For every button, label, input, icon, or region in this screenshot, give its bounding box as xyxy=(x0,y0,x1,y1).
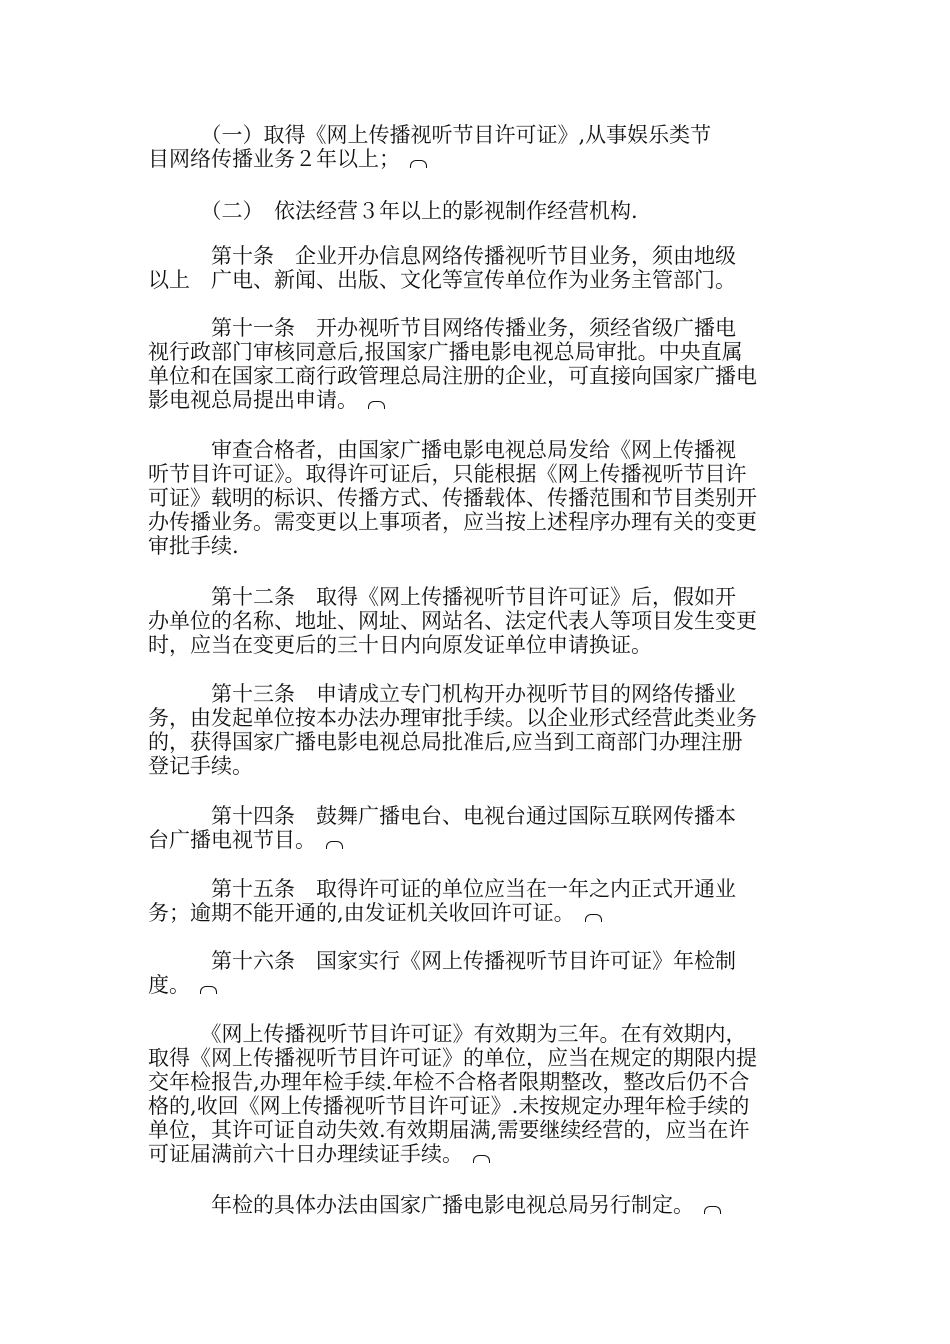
paragraph-line: 第十一条 开办视听节目网络传播业务，须经省级广播电 xyxy=(148,316,736,340)
paragraph-9 xyxy=(148,877,798,925)
paragraph-line: 单位，其许可证自动失效.有效期届满,需要继续经营的，应当在许 xyxy=(148,1118,750,1142)
paragraph-line: 第十六条 国家实行《网上传播视听节目许可证》年检制 xyxy=(148,949,736,973)
paragraph-line: 审查合格者，由国家广播电影电视总局发给《网上传播视 xyxy=(148,438,736,462)
paragraph-line: （二） 依法经营３年以上的影视制作经营机构. xyxy=(148,199,638,223)
paragraph-line: 目网络传播业务２年以上； xyxy=(148,147,400,171)
paragraph-8 xyxy=(148,804,798,852)
paragraph-line: （一）取得《网上传播视听节目许可证》,从事娱乐类节 xyxy=(148,123,712,147)
paragraph-mark-icon xyxy=(704,1206,721,1214)
paragraph-line: 第十二条 取得《网上传播视听节目许可证》后，假如开 xyxy=(148,585,736,609)
paragraph-5 xyxy=(148,438,798,558)
paragraph-line: 时，应当在变更后的三十日内向原发证单位申请换证。 xyxy=(148,633,652,657)
paragraph-mark-icon xyxy=(368,401,385,409)
paragraph-line: 第十四条 鼓舞广播电台、电视台通过国际互联网传播本 xyxy=(148,804,736,828)
paragraph-line: 单位和在国家工商行政管理总局注册的企业，可直接向国家广播电 xyxy=(148,364,757,388)
paragraph-mark-icon xyxy=(410,160,427,168)
paragraph-3 xyxy=(148,244,798,292)
paragraph-line: 审批手续. xyxy=(148,534,239,558)
paragraph-6 xyxy=(148,585,798,657)
paragraph-line: 的，获得国家广播电影电视总局批准后,应当到工商部门办理注册 xyxy=(148,730,743,754)
paragraph-4 xyxy=(148,316,798,412)
paragraph-line: 办单位的名称、地址、网址、网站名、法定代表人等项目发生变更 xyxy=(148,609,757,633)
paragraph-line: 务；逾期不能开通的,由发证机关收回许可证。 xyxy=(148,901,575,925)
paragraph-11 xyxy=(148,1022,798,1166)
paragraph-line: 第十条 企业开办信息网络传播视听节目业务，须由地级 xyxy=(148,244,736,268)
paragraph-mark-icon xyxy=(326,841,343,849)
paragraph-line: 视行政部门审核同意后,报国家广播电影电视总局审批。中央直属 xyxy=(148,340,743,364)
paragraph-line: 以上 广电、新闻、出版、文化等宣传单位作为业务主管部门。 xyxy=(148,268,736,292)
paragraph-line: 交年检报告,办理年检手续.年检不合格者限期整改，整改后仍不合 xyxy=(148,1070,750,1094)
paragraph-12 xyxy=(148,1193,798,1217)
paragraph-line: 格的,收回《网上传播视听节目许可证》.未按规定办理年检手续的 xyxy=(148,1094,750,1118)
paragraph-line: 《网上传播视听节目许可证》有效期为三年。在有效期内， xyxy=(148,1022,747,1046)
paragraph-7 xyxy=(148,682,798,778)
paragraph-line: 办传播业务。需变更以上事项者，应当按上述程序办理有关的变更 xyxy=(148,510,757,534)
paragraph-line: 影电视总局提出申请。 xyxy=(148,388,358,412)
paragraph-line: 度。 xyxy=(148,973,190,997)
paragraph-line: 登记手续。 xyxy=(148,754,253,778)
paragraph-line: 可证》载明的标识、传播方式、传播载体、传播范围和节目类别开 xyxy=(148,486,757,510)
paragraph-line: 第十三条 申请成立专门机构开办视听节目的网络传播业 xyxy=(148,682,736,706)
paragraph-2 xyxy=(148,199,798,223)
paragraph-mark-icon xyxy=(585,914,602,922)
paragraph-mark-icon xyxy=(200,986,217,994)
paragraph-line: 取得《网上传播视听节目许可证》的单位，应当在规定的期限内提 xyxy=(148,1046,757,1070)
paragraph-line: 可证届满前六十日办理续证手续。 xyxy=(148,1142,463,1166)
paragraph-line: 务，由发起单位按本办法办理审批手续。以企业形式经营此类业务 xyxy=(148,706,757,730)
paragraph-line: 第十五条 取得许可证的单位应当在一年之内正式开通业 xyxy=(148,877,736,901)
paragraph-mark-icon xyxy=(473,1155,490,1163)
paragraph-1 xyxy=(148,123,798,171)
paragraph-line: 台广播电视节目。 xyxy=(148,828,316,852)
paragraph-line: 听节目许可证》。取得许可证后，只能根据《网上传播视听节目许 xyxy=(148,462,747,486)
paragraph-line: 年检的具体办法由国家广播电影电视总局另行制定。 xyxy=(148,1193,694,1217)
paragraph-10 xyxy=(148,949,798,997)
